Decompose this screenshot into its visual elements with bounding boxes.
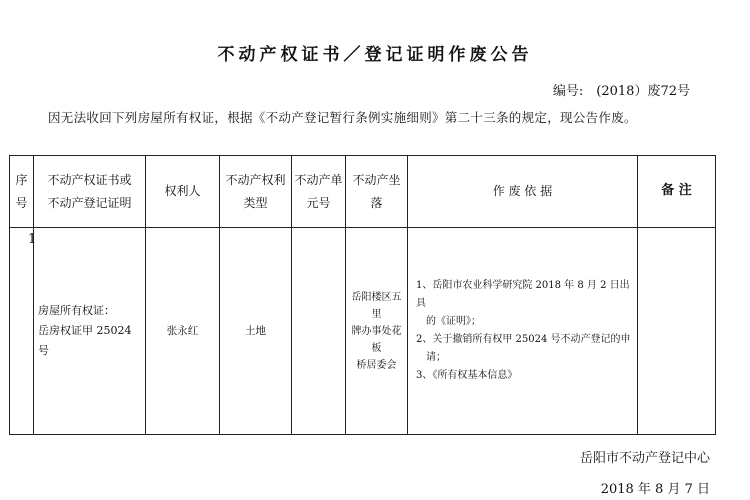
row-holder: 张永红: [146, 228, 220, 435]
document-number: 编号: (2018）废72号: [552, 84, 690, 99]
header-seq: 序 号: [10, 156, 34, 228]
row-right-type: 土地: [220, 228, 292, 435]
table-header-row: [10, 156, 716, 228]
table-row: [10, 228, 716, 435]
intro-paragraph: 因无法收回下列房屋所有权证，根据《不动产登记暂行条例实施细则》第二十三条的规定，现公告作废。: [48, 110, 637, 125]
row-basis: 1、岳阳市农业科学研究院 2018 年 8 月 2 日出具 的《证明》； 2、关于撤销所有权甲 25024 号不动产登记的申 请； 3、《所有权基本信息》: [408, 228, 638, 435]
header-right-type: 不动产权利 类型: [220, 156, 292, 228]
row-location: 岳阳楼区五里 牌办事处花板 桥居委会: [346, 228, 408, 435]
header-location: 不动产坐 落: [346, 156, 408, 228]
header-holder: 权利人: [146, 156, 220, 228]
header-certificate: 不动产权证书或 不动产登记证明: [34, 156, 146, 228]
row-seq: 1: [10, 228, 34, 435]
issuing-organization: 岳阳市不动产登记中心: [579, 451, 710, 466]
header-remark: 备 注: [638, 156, 716, 228]
header-unit-no: 不动产单 元号: [292, 156, 346, 228]
row-certificate: 房屋所有权证： 岳房权证甲 25024 号: [34, 228, 146, 435]
notice-title: 不动产权证书／登记证明作废公告: [217, 45, 533, 65]
header-basis: 作 废 依 据: [408, 156, 638, 228]
issue-date: 2018 年 8 月 7 日: [600, 482, 710, 497]
voided-certificates-table: [9, 155, 716, 435]
row-unit-no: [292, 228, 346, 435]
row-remark: [638, 228, 716, 435]
